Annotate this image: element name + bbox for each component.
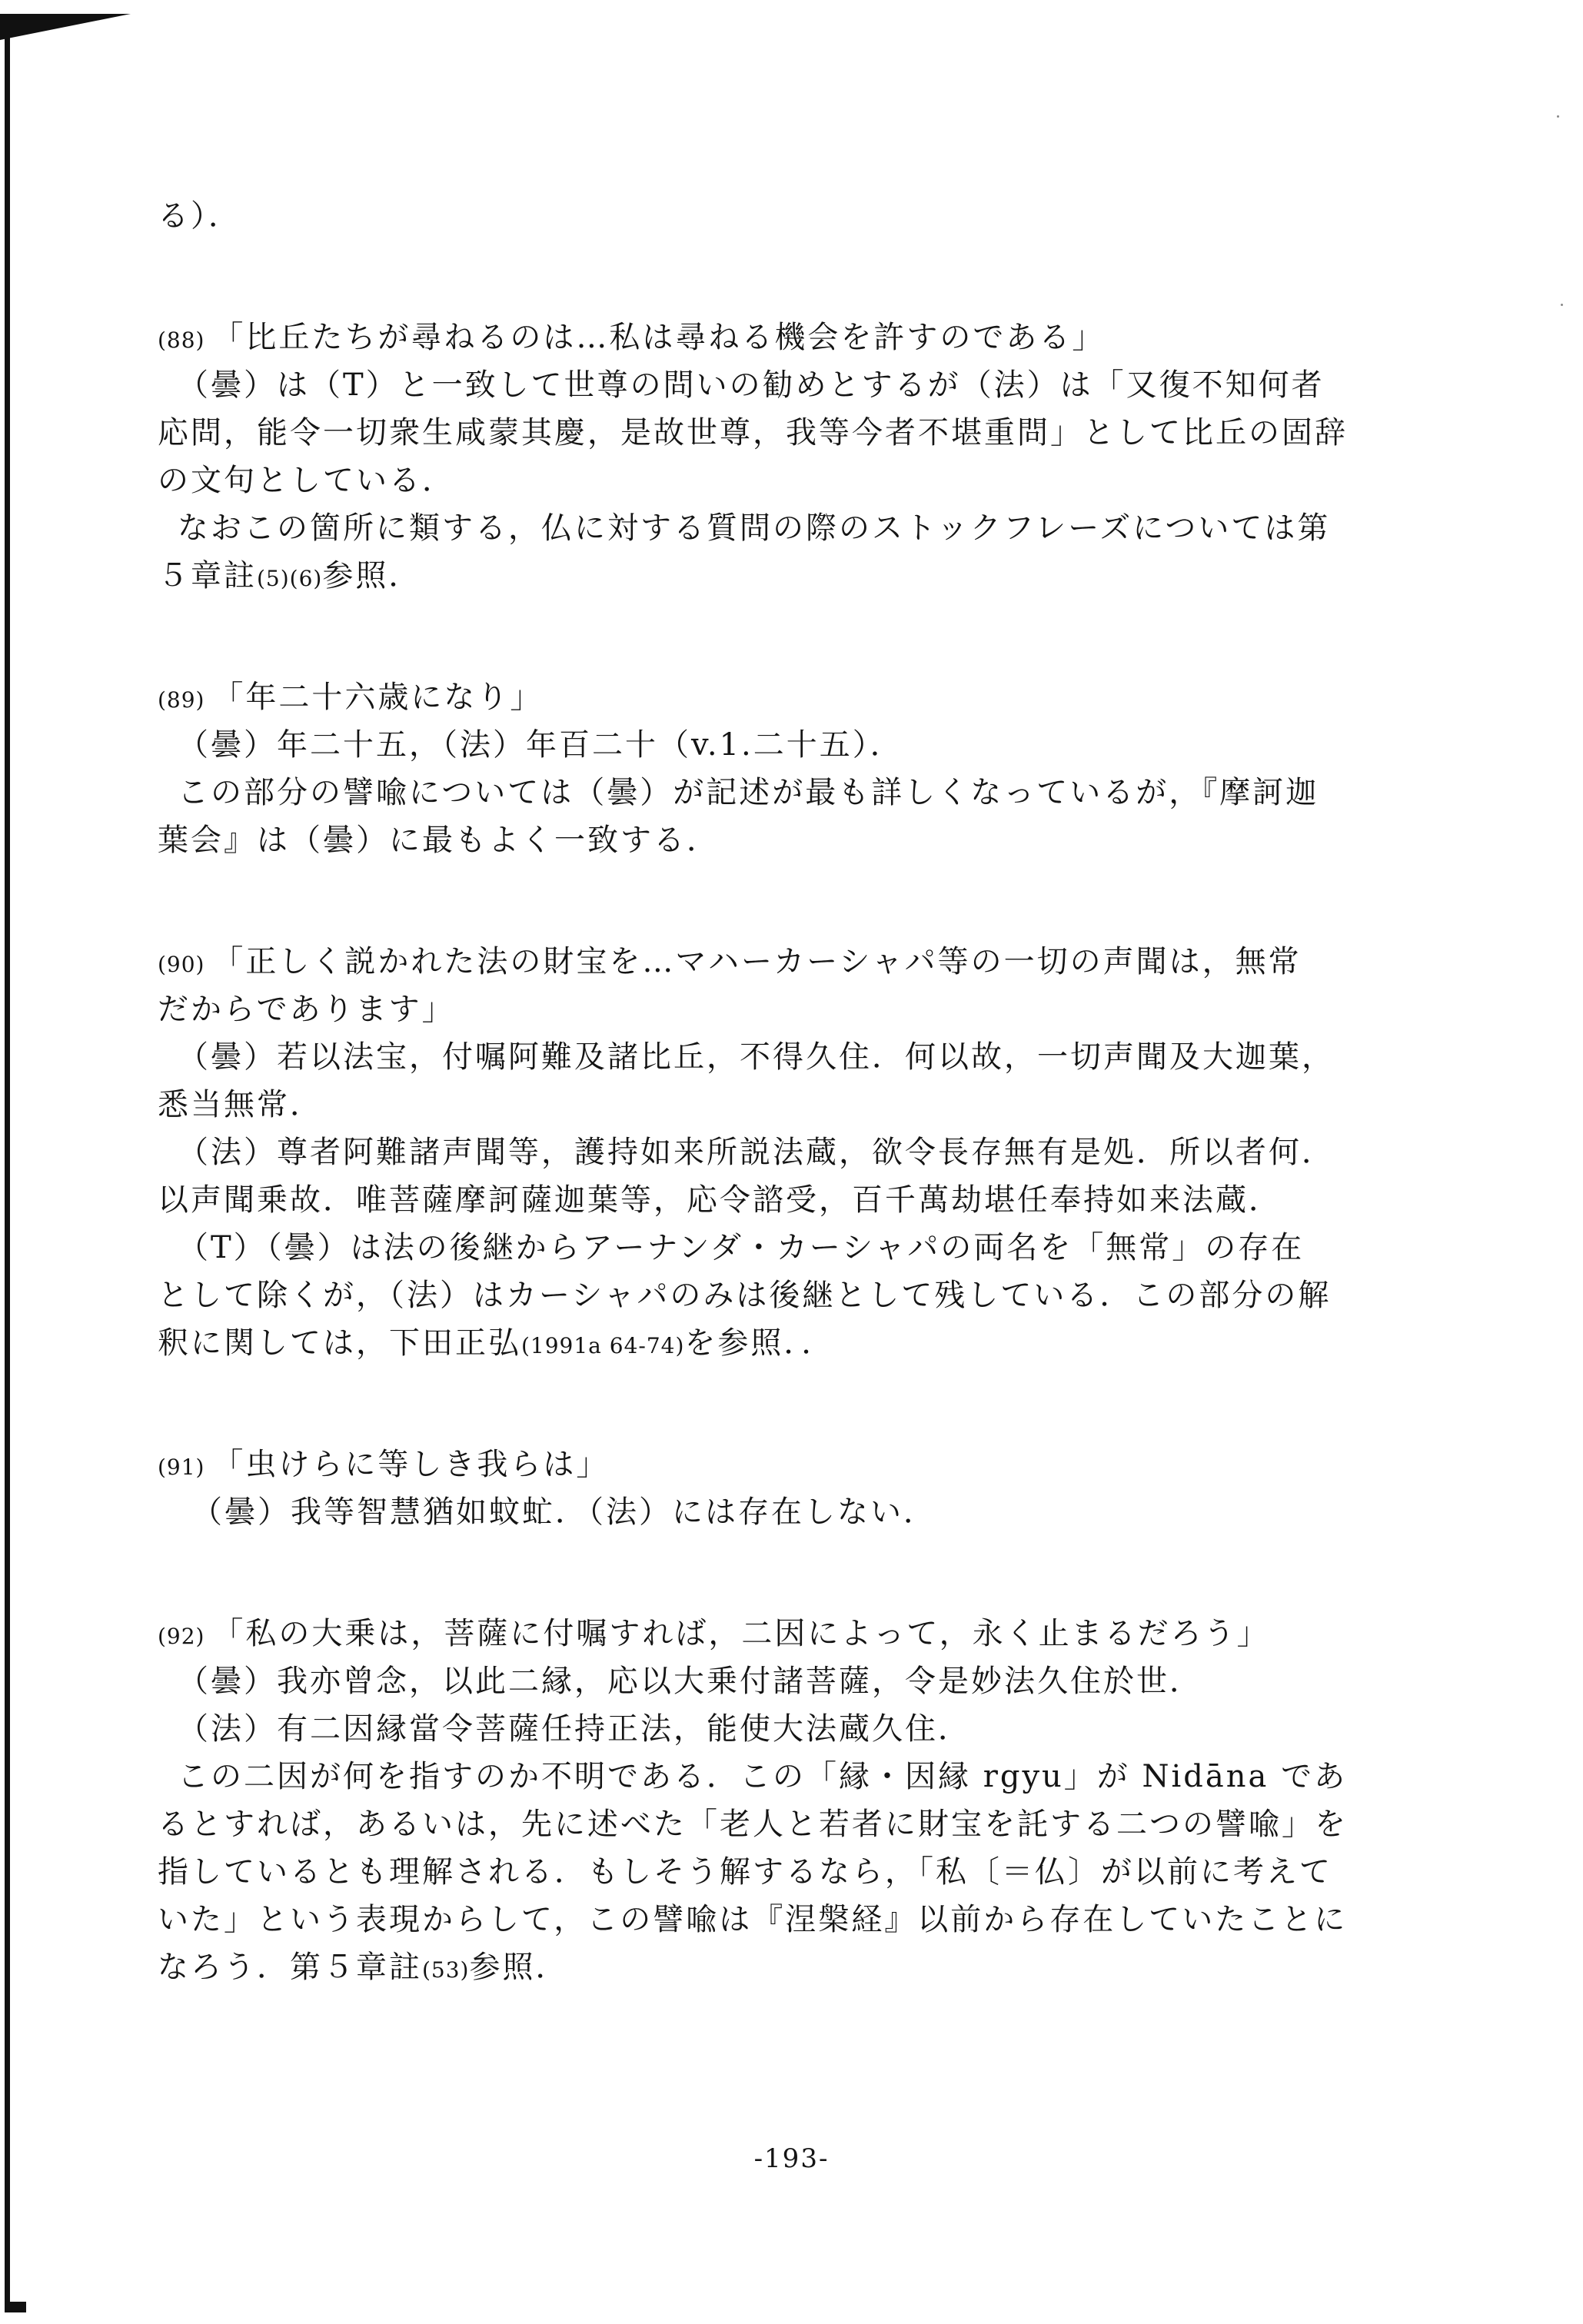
- paragraph-gap: [158, 1404, 1357, 1441]
- line-text: 「虫けらに等しき我らは」: [212, 1447, 610, 1482]
- line-text: なろう．第５章註: [158, 1950, 422, 1985]
- text-line: [158, 192, 1357, 240]
- binding-bottom-mark: [5, 2302, 26, 2312]
- line-text: この部分の譬喩については（曇）が記述が最も詳しくなっているが，『摩訶迦: [178, 775, 1319, 810]
- text-line: [158, 457, 1357, 504]
- line-text: 「正しく説かれた法の財宝を…マハーカーシャパ等の一切の声聞は，無常: [212, 944, 1302, 979]
- inline-reference: (1991a 64-74): [521, 1333, 685, 1358]
- text-line: [158, 1129, 1357, 1176]
- text-line: [158, 409, 1357, 457]
- text-line: [158, 673, 1357, 721]
- note-number: (91): [158, 1455, 213, 1480]
- text-line: [158, 1657, 1357, 1705]
- paragraph-gap: [158, 1573, 1357, 1610]
- text-line: [158, 314, 1357, 361]
- note-number: (92): [158, 1624, 213, 1649]
- scan-speck: [1557, 115, 1559, 118]
- text-line: [158, 1610, 1357, 1657]
- line-text: （曇）我等智慧猶如蚊虻．（法）には存在しない．: [191, 1494, 936, 1530]
- line-text: （T）（曇）は法の後継からアーナンダ・カーシャパの両名を「無常」の存在: [178, 1230, 1305, 1265]
- text-line: [158, 504, 1357, 552]
- line-text: 釈に関しては，下田正弘: [158, 1325, 521, 1361]
- line-text: 「年二十六歳になり」: [212, 680, 544, 715]
- text-line: [158, 1176, 1357, 1224]
- text-line: [158, 1081, 1357, 1129]
- line-text-tail: 参照．: [322, 558, 422, 593]
- line-text: なおこの箇所に類する，仏に対する質問の際のストックフレーズについては第: [178, 510, 1331, 546]
- text-line: [158, 1441, 1357, 1488]
- paragraph-gap: [158, 1536, 1357, 1573]
- paragraph-gap: [158, 240, 1357, 277]
- inline-reference: (5)(6): [257, 566, 323, 591]
- text-line: [158, 1705, 1357, 1753]
- line-text: 葉会』は（曇）に最もよく一致する．: [158, 823, 720, 858]
- text-line: [158, 1848, 1357, 1896]
- document-body: [158, 192, 1357, 1991]
- line-text: （法）尊者阿難諸声聞等，護持如来所説法蔵，欲令長存無有是処．所以者何．: [178, 1135, 1335, 1170]
- note-number: (90): [158, 952, 213, 977]
- line-text: 指しているとも理解される．もしそう解するなら，「私〔＝仏〕が以前に考えて: [158, 1854, 1332, 1890]
- line-text: る）．: [158, 198, 241, 234]
- line-text: （曇）年二十五，（法）年百二十（v.1.二十五）．: [178, 727, 903, 763]
- line-text: 「比丘たちが尋ねるのは…私は尋ねる機会を許すのである」: [212, 320, 1106, 355]
- line-text: ５章註: [158, 558, 257, 593]
- binding-top-mark: [0, 14, 131, 40]
- paragraph-gap: [158, 901, 1357, 938]
- paragraph-gap: [158, 600, 1357, 637]
- paragraph-gap: [158, 637, 1357, 673]
- scan-speck: [1561, 304, 1563, 306]
- text-line: [158, 552, 1357, 600]
- line-text: として除くが，（法）はカーシャパのみは後継として残している．この部分の解: [158, 1278, 1332, 1313]
- text-line: [158, 816, 1357, 864]
- text-line: [158, 1488, 1357, 1536]
- note-number: (88): [158, 327, 213, 353]
- text-line: [158, 1753, 1357, 1800]
- text-line: [158, 1896, 1357, 1943]
- text-line: [158, 1224, 1357, 1272]
- text-line: [158, 769, 1357, 816]
- text-line: [158, 938, 1357, 986]
- binding-edge: [0, 14, 17, 2312]
- line-text: 以声聞乗故．唯菩薩摩訶薩迦葉等，応令諮受，百千萬劫堪任奉持如来法蔵．: [158, 1182, 1282, 1218]
- line-text: 応問，能令一切衆生咸蒙其慶，是故世尊，我等今者不堪重問」として比丘の固辞: [158, 415, 1348, 451]
- binding-bar: [5, 37, 10, 2309]
- line-text-tail: 参照．: [469, 1950, 569, 1985]
- text-line: [158, 1033, 1357, 1081]
- line-text: （曇）我亦曾念，以此二縁，応以大乗付諸菩薩，令是妙法久住於世．: [178, 1664, 1202, 1699]
- line-text: いた」という表現からして，この譬喩は『涅槃経』以前から存在していたことに: [158, 1902, 1348, 1937]
- line-text: るとすれば，あるいは，先に述べた「老人と若者に財宝を託する二つの譬喩」を: [158, 1807, 1348, 1842]
- line-text-tail: を参照．．: [684, 1325, 835, 1361]
- line-text: （曇）若以法宝，付嘱阿難及諸比丘，不得久住．何以故，一切声聞及大迦葉，: [178, 1039, 1335, 1075]
- line-text: 悉当無常．: [158, 1087, 323, 1122]
- line-text: だからであります」: [158, 992, 455, 1027]
- line-text: この二因が何を指すのか不明である．この「縁・因縁 rgyu」が Nidāna であ: [178, 1759, 1348, 1794]
- text-line: [158, 721, 1357, 769]
- text-line: [158, 361, 1357, 409]
- text-line: [158, 986, 1357, 1033]
- paragraph-gap: [158, 277, 1357, 314]
- paragraph-gap: [158, 1367, 1357, 1404]
- note-number: (89): [158, 687, 213, 713]
- line-text: の文句としている．: [158, 463, 455, 498]
- text-line: [158, 1800, 1357, 1848]
- text-line: [158, 1943, 1357, 1991]
- line-text: （曇）は（T）と一致して世尊の問いの勧めとするが（法）は「又復不知何者: [178, 367, 1325, 403]
- line-text: 「私の大乗は，菩薩に付嘱すれば，二因によって，永く止まるだろう」: [212, 1616, 1270, 1651]
- inline-reference: (53): [422, 1957, 470, 1983]
- line-text: （法）有二因縁當令菩薩任持正法，能使大法蔵久住．: [178, 1711, 971, 1747]
- page-number: -193-: [753, 2143, 830, 2174]
- text-line: [158, 1319, 1357, 1367]
- text-line: [158, 1272, 1357, 1319]
- paragraph-gap: [158, 864, 1357, 901]
